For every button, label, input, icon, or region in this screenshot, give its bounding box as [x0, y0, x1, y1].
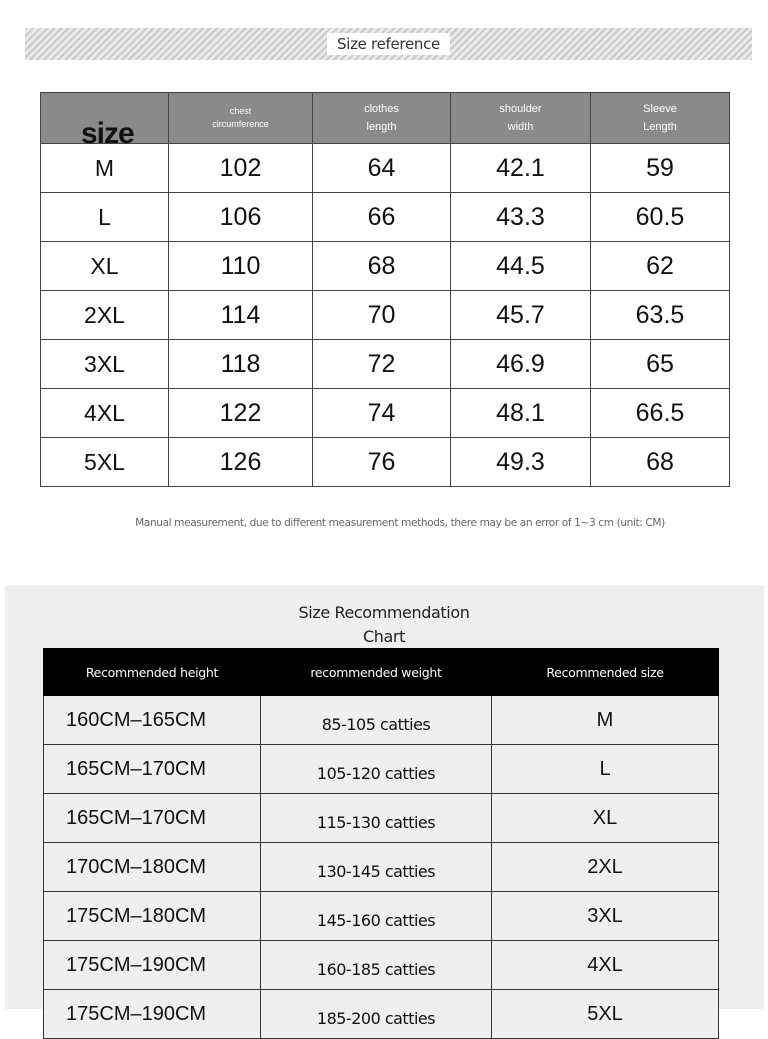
table-row — [41, 193, 730, 242]
length-cell: 74 — [313, 389, 451, 438]
size-reference-banner — [25, 28, 752, 60]
height-cell: 165CM–170CM — [44, 745, 261, 794]
chest-cell: 102 — [169, 144, 313, 193]
length-cell: 72 — [313, 340, 451, 389]
weight-cell: 130-145 catties — [261, 843, 492, 892]
shoulder-cell: 43.3 — [451, 193, 591, 242]
table-row — [41, 291, 730, 340]
header-clothes-length: clothes length — [313, 93, 451, 144]
recommendation-table — [43, 648, 719, 1039]
weight-cell: 85-105 catties — [261, 696, 492, 745]
size-cell: 4XL — [492, 941, 719, 990]
measurement-note: Manual measurement, due to different measurement methods, there may be an error of 1~3 cm (unit: CM) — [135, 516, 665, 529]
weight-cell: 105-120 catties — [261, 745, 492, 794]
length-cell: 68 — [313, 242, 451, 291]
height-cell: 165CM–170CM — [44, 794, 261, 843]
header-recommended-height: Recommended height — [44, 649, 261, 696]
size-cell: 5XL — [41, 438, 169, 487]
sleeve-cell: 66.5 — [591, 389, 730, 438]
size-cell: L — [492, 745, 719, 794]
header-shoulder-width: shoulder width — [451, 93, 591, 144]
length-cell: 66 — [313, 193, 451, 242]
chest-cell: 118 — [169, 340, 313, 389]
table-row — [44, 892, 719, 941]
shoulder-cell: 45.7 — [451, 291, 591, 340]
size-cell: 2XL — [492, 843, 719, 892]
header-size: size — [41, 93, 169, 144]
chest-cell: 114 — [169, 291, 313, 340]
sleeve-cell: 60.5 — [591, 193, 730, 242]
weight-cell: 115-130 catties — [261, 794, 492, 843]
sleeve-cell: 68 — [591, 438, 730, 487]
table-row — [44, 696, 719, 745]
weight-cell: 160-185 catties — [261, 941, 492, 990]
size-reference-table — [40, 92, 730, 487]
table-row — [44, 745, 719, 794]
table-row — [41, 144, 730, 193]
weight-cell: 185-200 catties — [261, 990, 492, 1039]
shoulder-cell: 49.3 — [451, 438, 591, 487]
sleeve-cell: 62 — [591, 242, 730, 291]
length-cell: 64 — [313, 144, 451, 193]
size-cell: 3XL — [492, 892, 719, 941]
chest-cell: 110 — [169, 242, 313, 291]
chest-cell: 126 — [169, 438, 313, 487]
shoulder-cell: 48.1 — [451, 389, 591, 438]
size-reference-title: Size reference — [25, 28, 752, 60]
chest-cell: 122 — [169, 389, 313, 438]
sleeve-cell: 63.5 — [591, 291, 730, 340]
size-cell: M — [492, 696, 719, 745]
size-cell: XL — [492, 794, 719, 843]
size-table-header-row — [41, 93, 730, 144]
table-row — [41, 242, 730, 291]
weight-cell: 145-160 catties — [261, 892, 492, 941]
size-cell: 2XL — [41, 291, 169, 340]
size-cell: M — [41, 144, 169, 193]
length-cell: 70 — [313, 291, 451, 340]
table-row — [44, 941, 719, 990]
header-sleeve-length: Sleeve Length — [591, 93, 730, 144]
height-cell: 170CM–180CM — [44, 843, 261, 892]
chest-cell: 106 — [169, 193, 313, 242]
shoulder-cell: 42.1 — [451, 144, 591, 193]
recommendation-header-row — [44, 649, 719, 696]
shoulder-cell: 46.9 — [451, 340, 591, 389]
table-row — [44, 794, 719, 843]
size-cell: XL — [41, 242, 169, 291]
sleeve-cell: 59 — [591, 144, 730, 193]
table-row — [41, 438, 730, 487]
table-row — [41, 340, 730, 389]
height-cell: 160CM–165CM — [44, 696, 261, 745]
size-cell: 4XL — [41, 389, 169, 438]
height-cell: 175CM–190CM — [44, 941, 261, 990]
table-row — [41, 389, 730, 438]
size-cell: 5XL — [492, 990, 719, 1039]
height-cell: 175CM–180CM — [44, 892, 261, 941]
recommendation-title: Size Recommendation Chart — [298, 603, 470, 646]
shoulder-cell: 44.5 — [451, 242, 591, 291]
size-cell: L — [41, 193, 169, 242]
size-cell: 3XL — [41, 340, 169, 389]
sleeve-cell: 65 — [591, 340, 730, 389]
length-cell: 76 — [313, 438, 451, 487]
height-cell: 175CM–190CM — [44, 990, 261, 1039]
header-chest: chest circumference — [169, 93, 313, 144]
header-recommended-weight: recommended weight — [261, 649, 492, 696]
header-recommended-size: Recommended size — [492, 649, 719, 696]
table-row — [44, 990, 719, 1039]
table-row — [44, 843, 719, 892]
